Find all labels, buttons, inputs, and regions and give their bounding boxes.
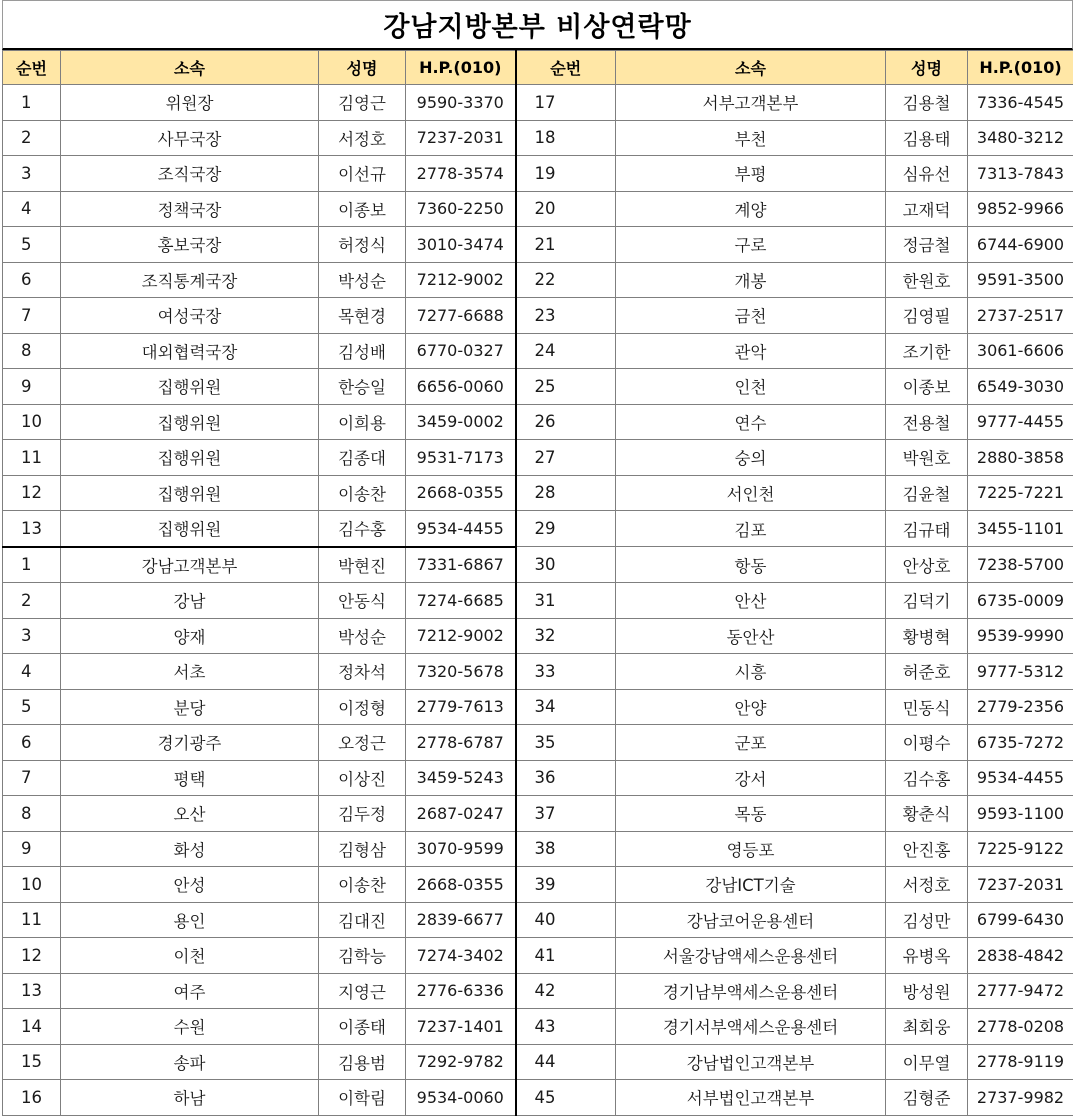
cell-phone: 2779-2356 [968, 689, 1073, 725]
cell-seq: 33 [516, 654, 616, 690]
cell-phone: 2778-0208 [968, 1009, 1073, 1045]
cell-org: 송파 [61, 1044, 319, 1080]
table-row [3, 867, 1073, 903]
cell-name: 한원호 [886, 262, 968, 298]
cell-org: 용인 [61, 902, 319, 938]
cell-org: 분당 [61, 689, 319, 725]
cell-name: 민동식 [886, 689, 968, 725]
cell-name: 김종대 [319, 440, 406, 476]
cell-phone: 7238-5700 [968, 547, 1073, 583]
cell-seq: 8 [3, 333, 61, 369]
cell-phone: 2778-9119 [968, 1044, 1073, 1080]
cell-phone: 7292-9782 [406, 1044, 516, 1080]
cell-org: 여주 [61, 973, 319, 1009]
cell-name: 유병옥 [886, 938, 968, 974]
cell-seq: 1 [3, 547, 61, 583]
cell-org: 인천 [616, 369, 886, 405]
cell-phone: 3459-0002 [406, 404, 516, 440]
cell-phone: 3010-3474 [406, 227, 516, 263]
cell-org: 오산 [61, 796, 319, 832]
header-seq: 순번 [3, 51, 61, 85]
cell-name: 김규태 [886, 511, 968, 547]
cell-name: 지영근 [319, 973, 406, 1009]
cell-name: 김대진 [319, 902, 406, 938]
cell-name: 서정호 [886, 867, 968, 903]
cell-org: 연수 [616, 404, 886, 440]
cell-phone: 7274-6685 [406, 583, 516, 619]
cell-phone: 2777-9472 [968, 973, 1073, 1009]
cell-seq: 3 [3, 156, 61, 192]
cell-name: 이종보 [319, 191, 406, 227]
table-row [3, 1009, 1073, 1045]
cell-seq: 14 [3, 1009, 61, 1045]
table-row [3, 796, 1073, 832]
cell-seq: 34 [516, 689, 616, 725]
cell-phone: 7313-7843 [968, 156, 1073, 192]
cell-name: 허정식 [319, 227, 406, 263]
cell-seq: 10 [3, 867, 61, 903]
cell-phone: 6770-0327 [406, 333, 516, 369]
cell-org: 하남 [61, 1080, 319, 1116]
contact-sheet [2, 0, 1073, 1083]
cell-name: 김수홍 [319, 511, 406, 547]
cell-org: 서부법인고객본부 [616, 1080, 886, 1116]
cell-org: 김포 [616, 511, 886, 547]
cell-org: 서초 [61, 654, 319, 690]
cell-seq: 24 [516, 333, 616, 369]
cell-name: 이종보 [886, 369, 968, 405]
cell-org: 강남ICT기술 [616, 867, 886, 903]
cell-org: 집행위원 [61, 369, 319, 405]
cell-phone: 9591-3500 [968, 262, 1073, 298]
cell-phone: 7237-2031 [406, 120, 516, 156]
cell-phone: 7336-4545 [968, 85, 1073, 121]
cell-name: 김윤철 [886, 475, 968, 511]
cell-phone: 2668-0355 [406, 867, 516, 903]
cell-seq: 7 [3, 760, 61, 796]
cell-name: 이종태 [319, 1009, 406, 1045]
sheet-title: 강남지방본부 비상연락망 [2, 0, 1073, 50]
cell-phone: 3455-1101 [968, 511, 1073, 547]
cell-name: 이정형 [319, 689, 406, 725]
cell-name: 고재덕 [886, 191, 968, 227]
cell-phone: 2778-6787 [406, 725, 516, 761]
cell-phone: 7237-1401 [406, 1009, 516, 1045]
cell-seq: 20 [516, 191, 616, 227]
cell-phone: 7277-6688 [406, 298, 516, 334]
cell-name: 김덕기 [886, 583, 968, 619]
cell-phone: 9531-7173 [406, 440, 516, 476]
cell-phone: 3459-5243 [406, 760, 516, 796]
cell-org: 구로 [616, 227, 886, 263]
cell-phone: 3070-9599 [406, 831, 516, 867]
cell-phone: 9534-0060 [406, 1080, 516, 1116]
cell-phone: 2838-4842 [968, 938, 1073, 974]
cell-seq: 45 [516, 1080, 616, 1116]
cell-seq: 9 [3, 831, 61, 867]
cell-name: 안상호 [886, 547, 968, 583]
cell-name: 김학능 [319, 938, 406, 974]
cell-phone: 7225-7221 [968, 475, 1073, 511]
header-row [3, 51, 1073, 85]
cell-name: 방성원 [886, 973, 968, 1009]
cell-name: 박성순 [319, 618, 406, 654]
cell-org: 영등포 [616, 831, 886, 867]
cell-phone: 7212-9002 [406, 618, 516, 654]
cell-org: 수원 [61, 1009, 319, 1045]
cell-org: 경기광주 [61, 725, 319, 761]
table-row [3, 475, 1073, 511]
cell-org: 집행위원 [61, 511, 319, 547]
table-row [3, 298, 1073, 334]
cell-org: 시흥 [616, 654, 886, 690]
cell-seq: 44 [516, 1044, 616, 1080]
cell-seq: 2 [3, 120, 61, 156]
cell-org: 개봉 [616, 262, 886, 298]
cell-name: 이선규 [319, 156, 406, 192]
cell-org: 금천 [616, 298, 886, 334]
cell-name: 서정호 [319, 120, 406, 156]
cell-org: 서부고객본부 [616, 85, 886, 121]
cell-seq: 10 [3, 404, 61, 440]
cell-org: 서인천 [616, 475, 886, 511]
cell-org: 사무국장 [61, 120, 319, 156]
cell-org: 숭의 [616, 440, 886, 476]
cell-phone: 2687-0247 [406, 796, 516, 832]
cell-org: 강서 [616, 760, 886, 796]
cell-name: 정차석 [319, 654, 406, 690]
cell-org: 정책국장 [61, 191, 319, 227]
cell-org: 이천 [61, 938, 319, 974]
cell-phone: 2776-6336 [406, 973, 516, 1009]
cell-seq: 35 [516, 725, 616, 761]
cell-org: 계양 [616, 191, 886, 227]
cell-phone: 6735-0009 [968, 583, 1073, 619]
cell-phone: 6549-3030 [968, 369, 1073, 405]
cell-seq: 8 [3, 796, 61, 832]
cell-name: 황춘식 [886, 796, 968, 832]
cell-org: 관악 [616, 333, 886, 369]
cell-seq: 2 [3, 583, 61, 619]
cell-seq: 11 [3, 902, 61, 938]
table-row [3, 725, 1073, 761]
cell-name: 이송찬 [319, 475, 406, 511]
cell-name: 정금철 [886, 227, 968, 263]
cell-org: 강남코어운용센터 [616, 902, 886, 938]
cell-name: 김용철 [886, 85, 968, 121]
cell-seq: 12 [3, 938, 61, 974]
cell-phone: 2668-0355 [406, 475, 516, 511]
cell-name: 김성배 [319, 333, 406, 369]
cell-phone: 3061-6606 [968, 333, 1073, 369]
cell-seq: 7 [3, 298, 61, 334]
cell-org: 경기서부액세스운용센터 [616, 1009, 886, 1045]
cell-seq: 12 [3, 475, 61, 511]
table-body [3, 85, 1073, 1116]
cell-phone: 7225-9122 [968, 831, 1073, 867]
header-phone: H.P.(010) [406, 51, 516, 85]
cell-seq: 22 [516, 262, 616, 298]
cell-name: 안진홍 [886, 831, 968, 867]
cell-seq: 30 [516, 547, 616, 583]
table-row [3, 511, 1073, 547]
cell-org: 안산 [616, 583, 886, 619]
table-row [3, 1044, 1073, 1080]
cell-name: 박현진 [319, 547, 406, 583]
cell-name: 이송찬 [319, 867, 406, 903]
table-row [3, 547, 1073, 583]
table-row [3, 1080, 1073, 1116]
table-row [3, 440, 1073, 476]
header-org: 소속 [61, 51, 319, 85]
cell-name: 전용철 [886, 404, 968, 440]
cell-phone: 7237-2031 [968, 867, 1073, 903]
table-row [3, 191, 1073, 227]
cell-name: 김형준 [886, 1080, 968, 1116]
cell-phone: 7274-3402 [406, 938, 516, 974]
table-row [3, 760, 1073, 796]
cell-seq: 29 [516, 511, 616, 547]
cell-org: 목동 [616, 796, 886, 832]
cell-name: 이평수 [886, 725, 968, 761]
cell-phone: 2737-2517 [968, 298, 1073, 334]
cell-seq: 42 [516, 973, 616, 1009]
cell-name: 김성만 [886, 902, 968, 938]
cell-org: 강남고객본부 [61, 547, 319, 583]
cell-seq: 4 [3, 191, 61, 227]
cell-phone: 7212-9002 [406, 262, 516, 298]
cell-org: 여성국장 [61, 298, 319, 334]
table-row [3, 333, 1073, 369]
cell-seq: 38 [516, 831, 616, 867]
cell-name: 김용태 [886, 120, 968, 156]
table-row [3, 973, 1073, 1009]
cell-seq: 23 [516, 298, 616, 334]
cell-name: 최회웅 [886, 1009, 968, 1045]
table-row [3, 262, 1073, 298]
table-row [3, 654, 1073, 690]
cell-seq: 36 [516, 760, 616, 796]
cell-org: 조직통계국장 [61, 262, 319, 298]
cell-phone: 6735-7272 [968, 725, 1073, 761]
cell-seq: 4 [3, 654, 61, 690]
cell-phone: 3480-3212 [968, 120, 1073, 156]
cell-org: 평택 [61, 760, 319, 796]
cell-phone: 9777-4455 [968, 404, 1073, 440]
cell-seq: 5 [3, 689, 61, 725]
cell-name: 김수홍 [886, 760, 968, 796]
cell-org: 부평 [616, 156, 886, 192]
cell-seq: 13 [3, 511, 61, 547]
header-seq: 순번 [516, 51, 616, 85]
cell-seq: 28 [516, 475, 616, 511]
cell-phone: 7331-6867 [406, 547, 516, 583]
cell-phone: 6656-0060 [406, 369, 516, 405]
cell-phone: 7320-5678 [406, 654, 516, 690]
header-org: 소속 [616, 51, 886, 85]
cell-org: 동안산 [616, 618, 886, 654]
cell-seq: 19 [516, 156, 616, 192]
cell-name: 김형삼 [319, 831, 406, 867]
cell-name: 이무열 [886, 1044, 968, 1080]
cell-org: 조직국장 [61, 156, 319, 192]
cell-seq: 13 [3, 973, 61, 1009]
cell-phone: 9534-4455 [968, 760, 1073, 796]
cell-name: 이희용 [319, 404, 406, 440]
cell-org: 서울강남액세스운용센터 [616, 938, 886, 974]
table-row [3, 938, 1073, 974]
table-row [3, 618, 1073, 654]
header-name: 성명 [319, 51, 406, 85]
table-row [3, 404, 1073, 440]
table-row [3, 831, 1073, 867]
cell-name: 김두정 [319, 796, 406, 832]
cell-org: 안양 [616, 689, 886, 725]
header-phone: H.P.(010) [968, 51, 1073, 85]
cell-seq: 9 [3, 369, 61, 405]
cell-name: 조기한 [886, 333, 968, 369]
cell-org: 집행위원 [61, 404, 319, 440]
cell-seq: 40 [516, 902, 616, 938]
cell-org: 부천 [616, 120, 886, 156]
table-row [3, 120, 1073, 156]
cell-phone: 2737-9982 [968, 1080, 1073, 1116]
cell-name: 목현경 [319, 298, 406, 334]
cell-org: 강남법인고객본부 [616, 1044, 886, 1080]
cell-name: 황병혁 [886, 618, 968, 654]
cell-seq: 32 [516, 618, 616, 654]
cell-seq: 17 [516, 85, 616, 121]
table-row [3, 902, 1073, 938]
contact-table [2, 50, 1073, 1116]
cell-seq: 25 [516, 369, 616, 405]
cell-name: 이상진 [319, 760, 406, 796]
cell-name: 박성순 [319, 262, 406, 298]
cell-phone: 6744-6900 [968, 227, 1073, 263]
cell-org: 화성 [61, 831, 319, 867]
cell-name: 박원호 [886, 440, 968, 476]
cell-name: 심유선 [886, 156, 968, 192]
cell-name: 오정근 [319, 725, 406, 761]
cell-name: 김용범 [319, 1044, 406, 1080]
cell-name: 안동식 [319, 583, 406, 619]
cell-phone: 6799-6430 [968, 902, 1073, 938]
cell-org: 경기남부액세스운용센터 [616, 973, 886, 1009]
cell-name: 이학림 [319, 1080, 406, 1116]
cell-seq: 6 [3, 725, 61, 761]
cell-phone: 2779-7613 [406, 689, 516, 725]
cell-phone: 9593-1100 [968, 796, 1073, 832]
cell-phone: 2839-6677 [406, 902, 516, 938]
cell-seq: 27 [516, 440, 616, 476]
cell-seq: 3 [3, 618, 61, 654]
cell-phone: 9852-9966 [968, 191, 1073, 227]
cell-phone: 2778-3574 [406, 156, 516, 192]
cell-name: 김영근 [319, 85, 406, 121]
cell-name: 허준호 [886, 654, 968, 690]
cell-phone: 9534-4455 [406, 511, 516, 547]
cell-org: 대외협력국장 [61, 333, 319, 369]
cell-phone: 9539-9990 [968, 618, 1073, 654]
cell-seq: 21 [516, 227, 616, 263]
cell-org: 군포 [616, 725, 886, 761]
cell-org: 집행위원 [61, 475, 319, 511]
cell-seq: 41 [516, 938, 616, 974]
cell-org: 항동 [616, 547, 886, 583]
table-row [3, 227, 1073, 263]
header-name: 성명 [886, 51, 968, 85]
cell-phone: 9590-3370 [406, 85, 516, 121]
cell-seq: 15 [3, 1044, 61, 1080]
cell-seq: 18 [516, 120, 616, 156]
cell-org: 홍보국장 [61, 227, 319, 263]
cell-seq: 37 [516, 796, 616, 832]
cell-seq: 39 [516, 867, 616, 903]
cell-seq: 43 [516, 1009, 616, 1045]
table-row [3, 85, 1073, 121]
cell-phone: 9777-5312 [968, 654, 1073, 690]
cell-org: 안성 [61, 867, 319, 903]
table-row [3, 583, 1073, 619]
cell-org: 집행위원 [61, 440, 319, 476]
cell-phone: 7360-2250 [406, 191, 516, 227]
cell-name: 김영필 [886, 298, 968, 334]
table-row [3, 369, 1073, 405]
cell-seq: 1 [3, 85, 61, 121]
table-row [3, 156, 1073, 192]
cell-org: 양재 [61, 618, 319, 654]
cell-seq: 31 [516, 583, 616, 619]
cell-seq: 11 [3, 440, 61, 476]
cell-org: 위원장 [61, 85, 319, 121]
cell-seq: 26 [516, 404, 616, 440]
table-row [3, 689, 1073, 725]
cell-seq: 16 [3, 1080, 61, 1116]
cell-seq: 6 [3, 262, 61, 298]
cell-phone: 2880-3858 [968, 440, 1073, 476]
cell-org: 강남 [61, 583, 319, 619]
cell-seq: 5 [3, 227, 61, 263]
cell-name: 한승일 [319, 369, 406, 405]
